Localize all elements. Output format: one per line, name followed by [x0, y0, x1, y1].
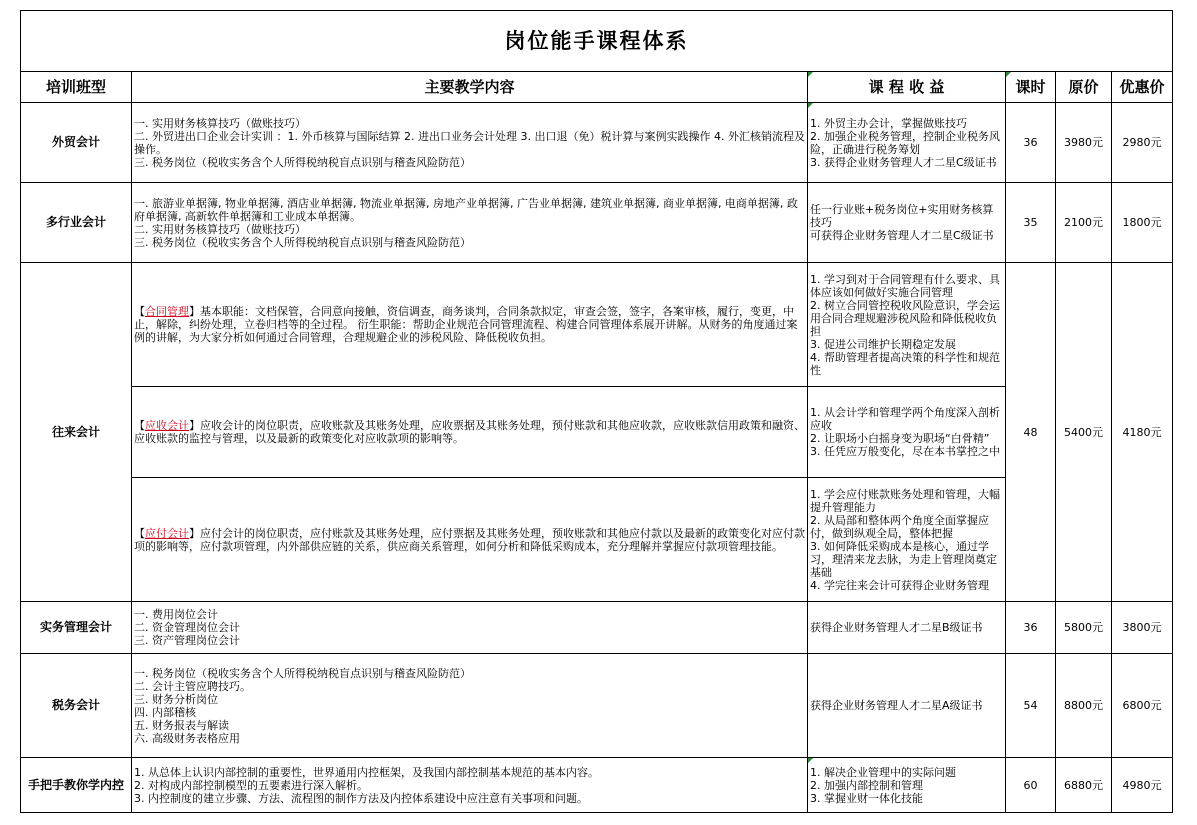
course-discount: 4980元	[1112, 758, 1173, 813]
course-content: 1. 从总体上认识内部控制的重要性，世界通用内控框架，及我国内部控制基本规范的基本内容。 2. 对构成内部控制模型的五要素进行深入解析。 3. 内控制度的建立步骤、方法、流程图的制作方法及内控体系建设中应注意有关事项和问题。	[132, 758, 808, 813]
course-price: 3980元	[1056, 103, 1112, 183]
header-row	[21, 72, 1173, 103]
course-benefit: 1. 从会计学和管理学两个角度深入剖析应收 2. 让职场小白摇身变为职场“白骨精” 3. 任凭应万般变化，尽在本书掌控之中	[808, 387, 1006, 478]
course-discount: 6800元	[1112, 654, 1173, 758]
course-hours: 48	[1006, 263, 1056, 602]
course-type: 手把手教你学内控	[21, 758, 132, 813]
course-benefit: 获得企业财务管理人才二星B级证书	[808, 602, 1006, 654]
module-tag: 应收会计	[145, 419, 189, 432]
course-content: 【合同管理】基本职能：文档保管，合同意向接触，资信调查，商务谈判，合同条款拟定，审查会签，签字，各案审核，履行，变更，中止，解除，纠纷处理，立卷归档等的全过程。 衍生职能：帮助企业规范合同管理流程、构建合同管理体系展开讲解。从财务的角度通过案例的讲解，为大家分析如何通过合同管理，合理规避企业的涉税风险、降低税收负担。	[132, 263, 808, 387]
course-benefit: 任一行业账+税务岗位+实用财务核算技巧 可获得企业财务管理人才二星C级证书	[808, 183, 1006, 263]
course-content: 一. 实用财务核算技巧（做账技巧） 二. 外贸进出口企业会计实训 ：1. 外币核算与国际结算 2. 进出口业务会计处理 3. 出口退（免）税计算与案例实践操作 4. 外汇核销流程及操作。 三. 税务岗位（税收实务含个人所得税纳税盲点识别与稽查风险防范）	[132, 103, 808, 183]
module-tag: 合同管理	[145, 305, 189, 318]
table-row	[21, 103, 1173, 183]
course-type: 往来会计	[21, 263, 132, 602]
table-row	[21, 602, 1173, 654]
course-hours: 60	[1006, 758, 1056, 813]
header-type: 培训班型	[21, 72, 132, 103]
course-type: 实务管理会计	[21, 602, 132, 654]
course-type: 多行业会计	[21, 183, 132, 263]
corner-mark-icon	[808, 758, 813, 763]
course-hours: 36	[1006, 103, 1056, 183]
course-benefit: 1. 学会应付账款账务处理和管理，大幅提升管理能力 2. 从局部和整体两个角度全面掌握应付，做到纵观全局，整体把握 3. 如何降低采购成本是核心，通过学习，理清来龙去脉，为走上管理岗奠定基础 4. 学完往来会计可获得企业财务管理	[808, 478, 1006, 602]
course-content: 一. 税务岗位（税收实务含个人所得税纳税盲点识别与稽查风险防范） 二. 会计主管应聘技巧。 三. 财务分析岗位 四. 内部稽核 五. 财务报表与解读 六. 高级财务表格应用	[132, 654, 808, 758]
course-benefit: 1. 解决企业管理中的实际问题 2. 加强内部控制和管理 3. 掌握业财一体化技能	[808, 758, 1006, 813]
course-price: 8800元	[1056, 654, 1112, 758]
course-content: 【应收会计】应收会计的岗位职责，应收账款及其账务处理，应收票据及其账务处理，预付账款和其他应收款，应收账款信用政策和融资、应收账款的监控与管理，以及最新的政策变化对应收款项的影响等。	[132, 387, 808, 478]
course-content: 一. 费用岗位会计 二. 资金管理岗位会计 三. 资产管理岗位会计	[132, 602, 808, 654]
corner-mark-icon	[808, 103, 813, 108]
header-benefit: 课 程 收 益	[808, 72, 1006, 103]
header-discount: 优惠价	[1112, 72, 1173, 103]
table-row	[21, 758, 1173, 813]
course-price: 5800元	[1056, 602, 1112, 654]
course-discount: 2980元	[1112, 103, 1173, 183]
table-row	[21, 654, 1173, 758]
table-row	[21, 263, 1173, 387]
table-row	[21, 478, 1173, 602]
course-content: 一. 旅游业单据簿, 物业单据簿, 酒店业单据簿, 物流业单据簿, 房地产业单据簿, 广告业单据簿, 建筑业单据簿, 商业单据簿, 电商单据簿, 政府单据簿, 高新软件单据簿和工业成本单据簿。 二. 实用财务核算技巧（做账技巧） 三. 税务岗位（税收实务含个人所得税纳税盲点识别与稽查风险防范）	[132, 183, 808, 263]
corner-mark-icon	[808, 72, 813, 77]
course-type: 外贸会计	[21, 103, 132, 183]
header-hours: 课时	[1006, 72, 1056, 103]
module-tag: 应付会计	[145, 526, 189, 540]
course-hours: 35	[1006, 183, 1056, 263]
header-price: 原价	[1056, 72, 1112, 103]
page-title: 岗位能手课程体系	[21, 11, 1173, 72]
course-hours: 36	[1006, 602, 1056, 654]
course-table	[20, 10, 1173, 813]
course-hours: 54	[1006, 654, 1056, 758]
course-discount: 3800元	[1112, 602, 1173, 654]
course-benefit: 1. 外贸主办会计，掌握做账技巧 2. 加强企业税务管理，控制企业税务风险，正确进行税务筹划 3. 获得企业财务管理人才二星C级证书	[808, 103, 1006, 183]
course-discount: 4180元	[1112, 263, 1173, 602]
table-row	[21, 387, 1173, 478]
course-price: 5400元	[1056, 263, 1112, 602]
course-price: 2100元	[1056, 183, 1112, 263]
course-benefit: 获得企业财务管理人才二星A级证书	[808, 654, 1006, 758]
course-discount: 1800元	[1112, 183, 1173, 263]
course-content: 【应付会计】应付会计的岗位职责，应付账款及其账务处理，应付票据及其账务处理，预收账款和其他应付款以及最新的政策变化对应付款项的影响等，应付款项管理，内外部供应链的关系，供应商关系管理，如何分析和降低采购成本，充分理解并掌握应付款项管理技能。	[132, 478, 808, 602]
table-row	[21, 183, 1173, 263]
header-content: 主要教学内容	[132, 72, 808, 103]
course-price: 6880元	[1056, 758, 1112, 813]
corner-mark-icon	[1006, 72, 1011, 77]
course-benefit: 1. 学习到对于合同管理有什么要求、具体应该如何做好实施合同管理 2. 树立合同管控税收风险意识，学会运用合同合理规避涉税风险和降低税收负担 3. 促进公司维护长期稳定发展 4. 帮助管理者提高决策的科学性和规范性	[808, 263, 1006, 387]
course-type: 税务会计	[21, 654, 132, 758]
